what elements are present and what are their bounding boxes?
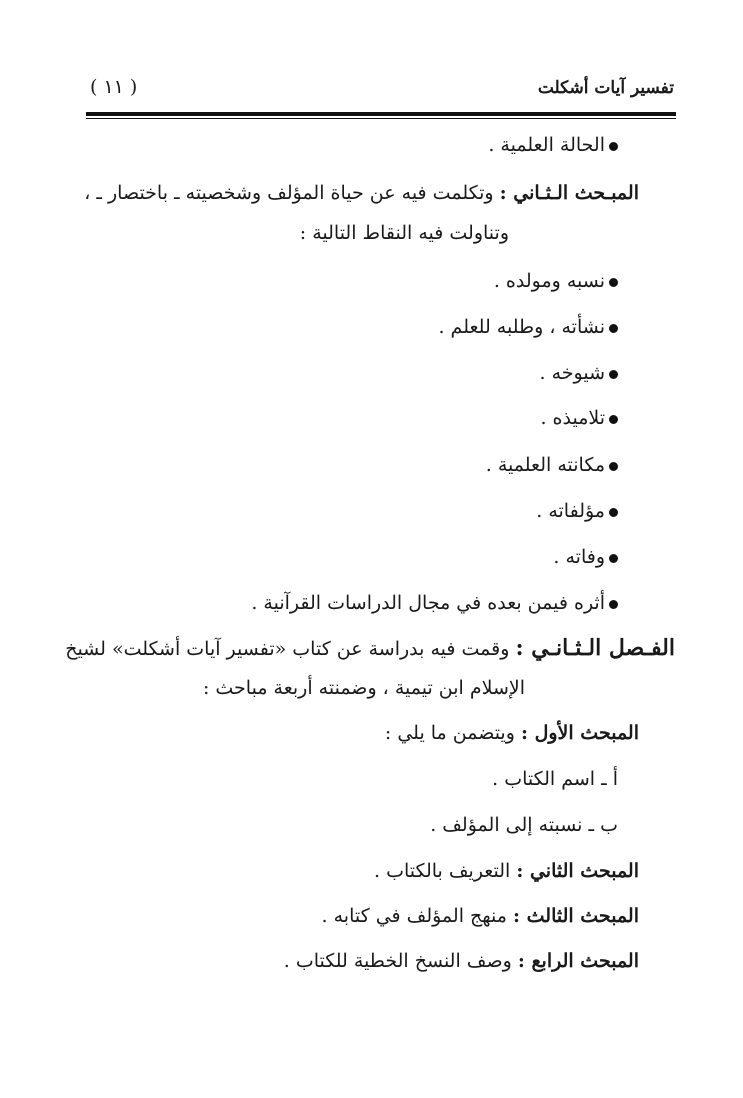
section2-label: المبـحث الـثـاني :	[499, 182, 639, 204]
list-item-text: نشأته ، وطلبه للعلم .	[438, 316, 605, 338]
section2-continuation: وتناولت فيه النقاط التالية :	[299, 222, 509, 244]
bullet-icon	[609, 554, 618, 563]
ch2-section4-label: المبحث الرابع :	[517, 950, 639, 972]
list-item	[494, 266, 618, 296]
chapter2-continuation: الإسلام ابن تيمية ، وضمنته أربعة مباحث :	[202, 677, 525, 699]
ch2-section3-text: منهج المؤلف في كتابه .	[321, 905, 507, 927]
chapter2-text: وقمت فيه بدراسة عن كتاب «تفسير آيات أشكلت» لشيخ	[65, 638, 510, 660]
ch2-section1-text: ويتضمن ما يلي :	[384, 722, 515, 744]
section2-text: وتكلمت فيه عن حياة المؤلف وشخصيته ـ باختصار ـ ،	[84, 182, 494, 204]
list-item-text: وفاته .	[553, 546, 605, 568]
ch2-section4-text: وصف النسخ الخطية للكتاب .	[283, 950, 512, 972]
list-item	[553, 542, 618, 572]
ch2-section4-line	[284, 946, 639, 976]
list-item	[438, 312, 618, 342]
list-item-text: نسبه ومولده .	[493, 270, 605, 292]
chapter2-label: الفـصل الـثـانـي :	[515, 635, 675, 661]
list-item-text: تلاميذه .	[540, 407, 605, 429]
list-item-text: شيوخه .	[539, 362, 605, 384]
bullet-icon	[609, 600, 618, 609]
header-rule-thick	[86, 112, 676, 116]
list-item	[251, 588, 618, 618]
ch2-section3-line	[322, 901, 639, 931]
list-item-text: مكانته العلمية .	[485, 454, 605, 476]
running-title: تفسير آيات أشكلت	[537, 78, 674, 98]
list-item	[536, 496, 618, 526]
bullet-icon	[609, 278, 618, 287]
state-item-text: الحالة العلمية .	[488, 134, 605, 156]
bullet-icon	[609, 508, 618, 517]
sub-item: ب ـ نسبته إلى المؤلف .	[430, 814, 618, 836]
bullet-icon	[609, 142, 618, 151]
ch2-section1-label: المبحث الأول :	[520, 722, 639, 744]
list-item	[540, 358, 618, 388]
bullet-icon	[609, 415, 618, 424]
chapter2-line	[65, 633, 675, 664]
sub-item: أ ـ اسم الكتاب .	[492, 768, 618, 790]
state-item	[488, 130, 618, 160]
list-item	[540, 403, 618, 433]
list-item	[486, 450, 618, 480]
bullet-icon	[609, 462, 618, 471]
ch2-section2-text: التعريف بالكتاب .	[373, 860, 511, 882]
list-item-text: مؤلفاته .	[536, 500, 605, 522]
list-item-text: أثره فيمن بعده في مجال الدراسات القرآنية .	[251, 592, 605, 614]
page-header	[86, 76, 674, 100]
ch2-section2-line	[374, 856, 639, 886]
ch2-section1-line	[385, 718, 639, 748]
ch2-section3-label: المبحث الثالث :	[513, 905, 639, 927]
bullet-icon	[609, 324, 618, 333]
section2-line	[84, 178, 639, 208]
header-rule-thin	[86, 118, 676, 119]
ch2-section2-label: المبحث الثاني :	[516, 860, 639, 882]
page-number: ( ١١ )	[90, 76, 138, 98]
bullet-icon	[609, 370, 618, 379]
